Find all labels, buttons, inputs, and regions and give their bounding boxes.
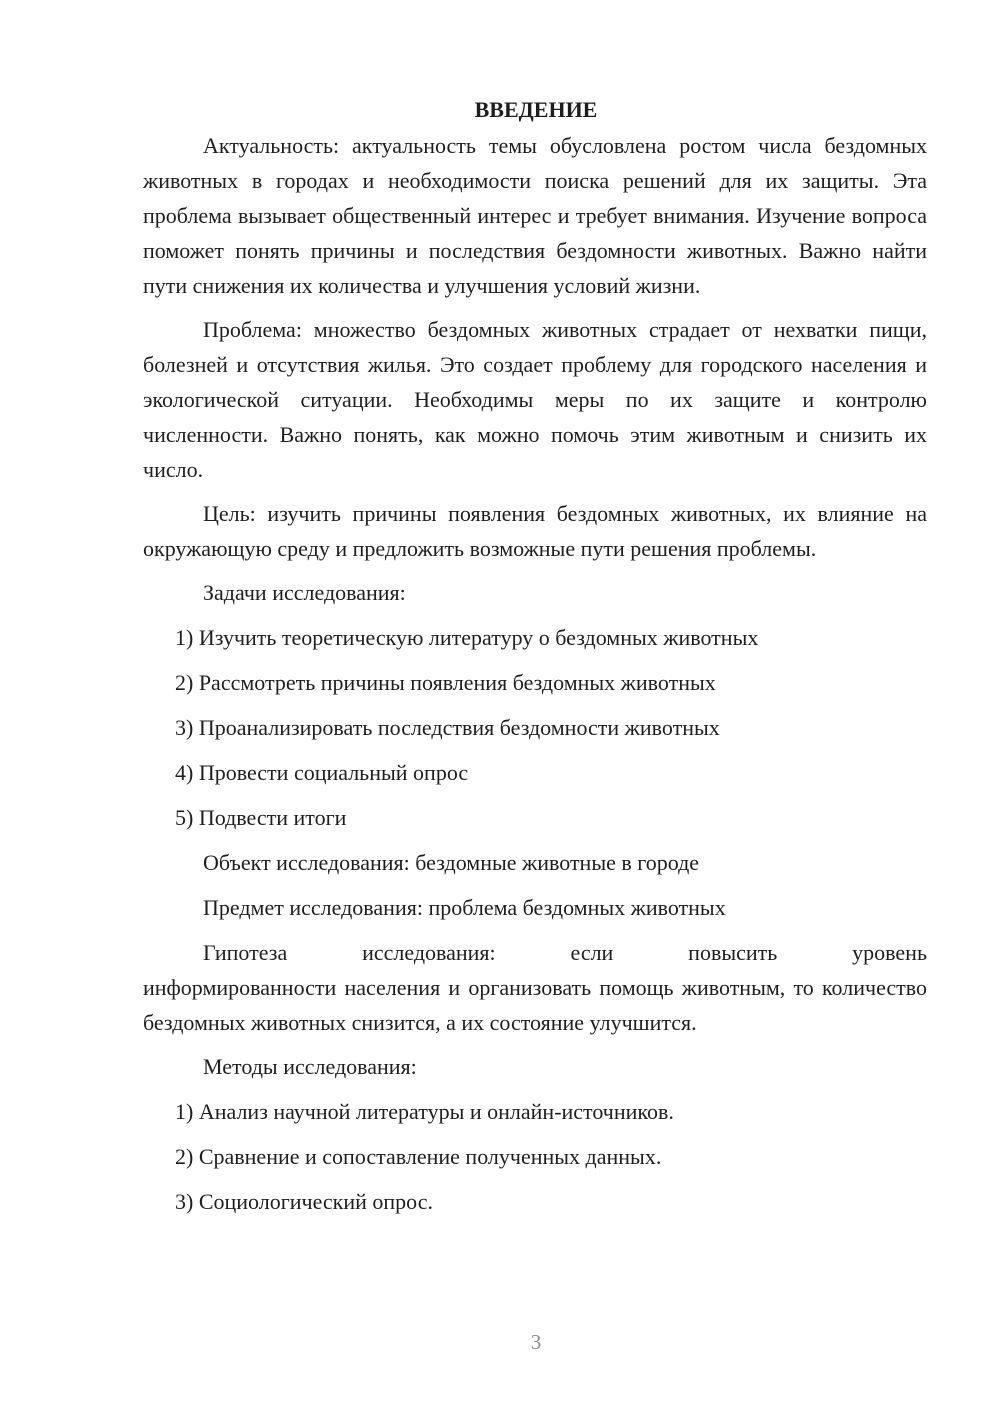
method-item: 3) Социологический опрос. <box>175 1189 433 1214</box>
research-object: Объект исследования: бездомные животные в городе <box>203 850 700 875</box>
hypothesis-word: уровень <box>852 940 927 965</box>
paragraph-hypothesis <box>143 935 927 1040</box>
task-item: 5) Подвести итоги <box>175 805 347 830</box>
hypothesis-word: исследования: <box>362 940 496 965</box>
method-item: 1) Анализ научной литературы и онлайн-источников. <box>175 1099 674 1124</box>
task-item: 1) Изучить теоретическую литературу о бездомных животных <box>175 625 759 650</box>
hypothesis-text: информированности населения и организовать помощь животным, то количество бездомных животных снизится, а их состояние улучшится. <box>143 975 927 1035</box>
hypothesis-word: повысить <box>688 940 778 965</box>
task-item: 3) Проанализировать последствия бездомности животных <box>175 715 720 740</box>
methods-heading: Методы исследования: <box>203 1054 417 1079</box>
document-page <box>143 92 927 1229</box>
hypothesis-word: если <box>570 940 614 965</box>
task-item: 4) Провести социальный опрос <box>175 760 469 785</box>
task-item: 2) Рассмотреть причины появления бездомных животных <box>175 670 716 695</box>
tasks-heading: Задачи исследования: <box>203 580 406 605</box>
page-title: ВВЕДЕНИЕ <box>474 97 598 122</box>
hypothesis-word: Гипотеза <box>203 940 288 965</box>
paragraph-problem: Проблема: множество бездомных животных страдает от нехватки пищи, болезней и отсутствия жилья. Это создает проблему для городского населения и экологической ситуации. Необходимы меры по их защите и контролю численности. Важно понять, как можно помочь этим животным и снизить их число. <box>143 317 927 482</box>
paragraph-actuality: Актуальность: актуальность темы обусловлена ростом числа бездомных животных в городах и необходимости поиска решений для их защиты. Эта проблема вызывает общественный интерес и требует внимания. Изучение вопроса поможет понять причины и последствия бездомности животных. Важно найти пути снижения их количества и улучшения условий жизни. <box>143 133 927 298</box>
page-number: 3 <box>530 1330 542 1354</box>
research-subject: Предмет исследования: проблема бездомных животных <box>203 895 726 920</box>
hypothesis-first-line <box>143 935 927 970</box>
method-item: 2) Сравнение и сопоставление полученных данных. <box>175 1144 662 1169</box>
paragraph-goal: Цель: изучить причины появления бездомных животных, их влияние на окружающую среду и предложить возможные пути решения проблемы. <box>143 501 927 561</box>
